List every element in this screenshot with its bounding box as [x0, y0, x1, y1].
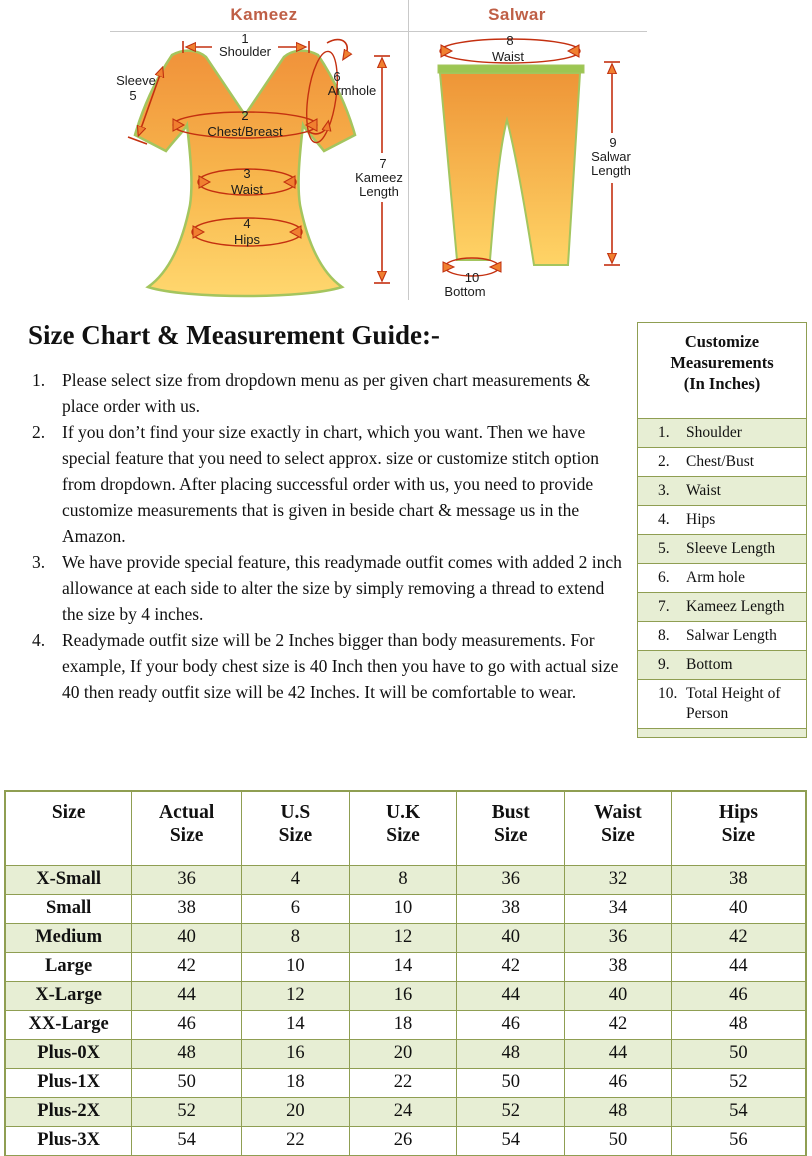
cell: 44: [132, 981, 242, 1010]
cell: 22: [349, 1068, 457, 1097]
cell: 50: [457, 1068, 565, 1097]
cell: 38: [132, 894, 242, 923]
salwar-waist-number: 8: [506, 33, 514, 48]
col-header-us-size: U.S Size: [242, 791, 350, 865]
customize-box-title: Customize Measurements (In Inches): [670, 332, 774, 393]
kameez-diagram: [100, 31, 410, 300]
shoulder-number: 1: [241, 31, 249, 46]
guide-item: [28, 419, 628, 549]
cell: 54: [671, 1097, 806, 1126]
sleeve-number: 5: [129, 88, 137, 103]
cell: 48: [565, 1097, 672, 1126]
measurement-guide: [28, 320, 628, 705]
cell-size-name: X-Large: [5, 981, 132, 1010]
cell: 32: [565, 865, 672, 894]
hips-label: Hips: [233, 232, 261, 247]
guide-item-number: 2.: [32, 422, 46, 442]
cell: 38: [457, 894, 565, 923]
cell: 42: [457, 952, 565, 981]
armhole-number: 6: [333, 69, 341, 84]
cell: 16: [349, 981, 457, 1010]
customize-item-label: Total Height of Person: [686, 685, 781, 722]
cell-size-name: XX-Large: [5, 1010, 132, 1039]
guide-item: [28, 549, 628, 627]
customize-item-label: Waist: [686, 482, 721, 499]
cell: 22: [242, 1126, 350, 1156]
cell: 48: [671, 1010, 806, 1039]
cell: 14: [242, 1010, 350, 1039]
customize-item-number: 2.: [658, 453, 670, 470]
cell: 18: [242, 1068, 350, 1097]
cell: 56: [671, 1126, 806, 1156]
customize-item: [638, 418, 806, 447]
guide-item-text: Please select size from dropdown menu as per given chart measurements & place order with us.: [62, 370, 591, 416]
cell-size-name: Small: [5, 894, 132, 923]
size-table: [4, 790, 807, 1156]
cell: 50: [671, 1039, 806, 1068]
cell: 46: [457, 1010, 565, 1039]
cell: 8: [242, 923, 350, 952]
customize-item: [638, 505, 806, 534]
customize-measurements-box: [637, 322, 807, 738]
salwar-length-label-1: Salwar: [591, 149, 631, 164]
customize-item-number: 9.: [658, 656, 670, 673]
salwar-waist-arrowhead-right: [568, 45, 579, 57]
armhole-label: Armhole: [327, 83, 377, 98]
cell: 24: [349, 1097, 457, 1126]
guide-item: [28, 367, 628, 419]
guide-item-number: 4.: [32, 630, 46, 650]
customize-item-label: Chest/Bust: [686, 453, 755, 470]
cell: 20: [349, 1039, 457, 1068]
hips-number: 4: [243, 216, 251, 231]
table-row: [5, 923, 806, 952]
cell: 52: [457, 1097, 565, 1126]
kameez-length-number: 7: [379, 156, 387, 171]
table-row: [5, 1097, 806, 1126]
guide-item: [28, 627, 628, 705]
waist-label: Waist: [230, 182, 264, 197]
cell: 42: [671, 923, 806, 952]
salwar-bottom-arrowhead-right: [490, 262, 501, 272]
waist-number: 3: [243, 166, 251, 181]
table-row: [5, 981, 806, 1010]
cell: 40: [565, 981, 672, 1010]
customize-item-label: Shoulder: [686, 424, 742, 441]
cell: 10: [349, 894, 457, 923]
cell: 36: [457, 865, 565, 894]
guide-item-number: 1.: [32, 370, 46, 390]
cell: 6: [242, 894, 350, 923]
customize-item-number: 10.: [658, 685, 678, 702]
cell: 46: [132, 1010, 242, 1039]
customize-item-label: Arm hole: [686, 569, 745, 586]
customize-item-label: Bottom: [686, 656, 733, 673]
cell: 54: [457, 1126, 565, 1156]
col-header-size: Size: [5, 791, 132, 865]
kameez-length-label-2: Length: [359, 184, 399, 199]
cell: 4: [242, 865, 350, 894]
table-row: [5, 1039, 806, 1068]
table-header-row: [5, 791, 806, 865]
salwar-diagram: [415, 35, 812, 300]
customize-item-number: 5.: [658, 540, 670, 557]
customize-item-number: 7.: [658, 598, 670, 615]
cell: 36: [132, 865, 242, 894]
cell-size-name: Plus-1X: [5, 1068, 132, 1097]
cell-size-name: Plus-0X: [5, 1039, 132, 1068]
salwar-waistband: [438, 65, 584, 73]
salwar-length-label-2: Length: [591, 163, 631, 178]
cell: 38: [565, 952, 672, 981]
cell: 20: [242, 1097, 350, 1126]
table-row: [5, 1010, 806, 1039]
cell: 46: [565, 1068, 672, 1097]
cell: 54: [132, 1126, 242, 1156]
customize-box-footer: [638, 728, 806, 737]
cell: 46: [671, 981, 806, 1010]
table-row: [5, 1126, 806, 1156]
salwar-bottom-label: Bottom: [444, 284, 486, 299]
customize-item: [638, 447, 806, 476]
customize-item-label: Hips: [686, 511, 716, 528]
cell: 48: [457, 1039, 565, 1068]
sleeve-label: Sleeve: [116, 73, 156, 88]
salwar-length-number: 9: [609, 135, 617, 150]
guide-item-text: Readymade outfit size will be 2 Inches bigger than body measurements. For example, If your body chest size is 40 Inch then you have to go with actual size 40 then ready outfit size will be 42 Inches. It will be comfortable to wear.: [62, 630, 619, 702]
cell: 44: [671, 952, 806, 981]
customize-item: [638, 563, 806, 592]
customize-item-number: 4.: [658, 511, 670, 528]
cell: 12: [349, 923, 457, 952]
cell: 44: [565, 1039, 672, 1068]
cell: 12: [242, 981, 350, 1010]
table-row: [5, 952, 806, 981]
cell: 40: [132, 923, 242, 952]
title-underline: [110, 31, 647, 32]
table-row: [5, 1068, 806, 1097]
cell: 14: [349, 952, 457, 981]
customize-item: [638, 621, 806, 650]
col-header-hips-size: Hips Size: [671, 791, 806, 865]
cell: 10: [242, 952, 350, 981]
cell: 44: [457, 981, 565, 1010]
cell: 40: [671, 894, 806, 923]
salwar-waist-label: Waist: [491, 49, 525, 64]
salwar-bottom-arrowhead-left: [443, 262, 454, 272]
salwar-diagram-title: Salwar: [488, 5, 546, 24]
kameez-length-label-1: Kameez: [355, 170, 403, 185]
customize-item-label: Salwar Length: [686, 627, 777, 644]
customize-item-label: Sleeve Length: [686, 540, 776, 557]
kameez-diagram-title: Kameez: [230, 5, 298, 24]
cell: 34: [565, 894, 672, 923]
col-header-waist-size: Waist Size: [565, 791, 672, 865]
cell: 36: [565, 923, 672, 952]
cell: 16: [242, 1039, 350, 1068]
page-title: Size Chart & Measurement Guide:-: [28, 320, 440, 350]
salwar-bottom-number: 10: [464, 270, 480, 285]
cell: 42: [132, 952, 242, 981]
cell-size-name: X-Small: [5, 865, 132, 894]
chest-label: Chest/Breast: [207, 124, 283, 139]
cell-size-name: Plus-3X: [5, 1126, 132, 1156]
salwar-waist-arrowhead-left: [441, 45, 452, 57]
col-header-bust-size: Bust Size: [457, 791, 565, 865]
cell: 50: [565, 1126, 672, 1156]
guide-item-number: 3.: [32, 552, 46, 572]
customize-item-label: Kameez Length: [686, 598, 785, 615]
cell: 52: [671, 1068, 806, 1097]
chest-number: 2: [241, 108, 249, 123]
customize-item: [638, 679, 806, 728]
col-header-uk-size: U.K Size: [349, 791, 457, 865]
customize-item: [638, 592, 806, 621]
cell: 18: [349, 1010, 457, 1039]
table-row: [5, 865, 806, 894]
guide-item-text: We have provide special feature, this readymade outfit comes with added 2 inch allowance at each side to alter the size by simply removing a thread to extend the size by 4 inches.: [62, 552, 622, 624]
customize-box-spacer: [638, 398, 806, 418]
cell: 48: [132, 1039, 242, 1068]
cell-size-name: Large: [5, 952, 132, 981]
customize-item-number: 6.: [658, 569, 670, 586]
cell-size-name: Medium: [5, 923, 132, 952]
customize-item: [638, 650, 806, 679]
cell: 40: [457, 923, 565, 952]
cell: 38: [671, 865, 806, 894]
cell: 52: [132, 1097, 242, 1126]
salwar-garment-shape: [440, 73, 580, 265]
cell: 42: [565, 1010, 672, 1039]
customize-item-number: 8.: [658, 627, 670, 644]
shoulder-label: Shoulder: [218, 44, 272, 59]
col-header-actual-size: Actual Size: [132, 791, 242, 865]
customize-item-number: 1.: [658, 424, 670, 441]
cell: 50: [132, 1068, 242, 1097]
cell-size-name: Plus-2X: [5, 1097, 132, 1126]
customize-item: [638, 476, 806, 505]
guide-item-text: If you don’t find your size exactly in chart, which you want. Then we have special feature that you need to select approx. size or customize stitch option from dropdown. After placing successful order with us, you need to provide customize measurements that is given in beside chart & message us in the Amazon.: [62, 422, 599, 546]
cell: 26: [349, 1126, 457, 1156]
armhole-hook-arrow: [327, 40, 347, 58]
cell: 8: [349, 865, 457, 894]
table-row: [5, 894, 806, 923]
customize-item: [638, 534, 806, 563]
customize-item-number: 3.: [658, 482, 670, 499]
